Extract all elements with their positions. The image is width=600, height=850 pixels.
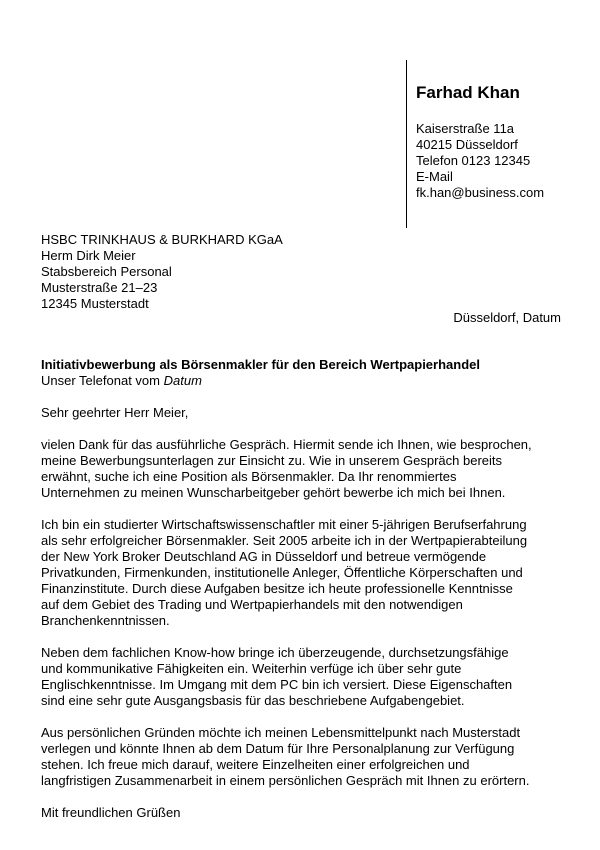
letter-closing: Mit freundlichen Grüßen [41,805,181,820]
paragraph-line: sind eine sehr gute Ausgangsbasis für das beschriebene Aufgabengebiet. [41,693,465,708]
paragraph-line: Privatkunden, Firmenkunden, institutionelle Anleger, Öffentliche Körperschaften und [41,565,523,580]
sender-email: fk.han@business.com [416,185,545,200]
letter-body [41,357,566,821]
paragraph-line: vielen Dank für das ausführliche Gespräch. Hiermit sende ich Ihnen, wie besprochen, [41,437,532,452]
paragraph-line: auf dem Gebiet des Trading und Wertpapierhandels mit den notwendigen [41,597,463,612]
body-paragraph [41,517,566,629]
paragraph-line: Aus persönlichen Gründen möchte ich meinen Lebensmittelpunkt nach Musterstadt [41,725,521,740]
recipient-company: HSBC TRINKHAUS & BURKHARD KGaA [41,232,283,247]
header-divider [406,60,407,228]
letter-salutation: Sehr geehrter Herr Meier, [41,405,189,420]
paragraph-line: und kommunikative Fähigkeiten ein. Weiterhin verfüge ich über sehr gute [41,661,462,676]
paragraph-line: der New York Broker Deutschland AG in Düsseldorf und betreue vermögende [41,549,487,564]
paragraph-line: langfristigen Zusammenarbeit in einem persönlichen Gespräch mit Ihnen zu erörtern. [41,773,530,788]
body-paragraph [41,725,566,789]
sender-name: Farhad Khan [416,83,520,102]
paragraph-line: meine Bewerbungsunterlagen zur Einsicht zu. Wie in unserem Gespräch bereits [41,453,503,468]
letter-paragraphs [41,437,566,805]
body-paragraph [41,645,566,709]
sender-city: 40215 Düsseldorf [416,137,518,152]
sender-email-label: E-Mail [416,169,453,184]
sender-block [416,82,596,201]
recipient-address [41,232,283,312]
body-paragraph [41,437,566,501]
paragraph-line: Unternehmen zu meinen Wunscharbeitgeber gehört bewerbe ich mich bei Ihnen. [41,485,506,500]
reference-date: Datum [163,373,202,388]
paragraph-line: Englischkenntnisse. Im Umgang mit dem PC bin ich versiert. Diese Eigenschaften [41,677,513,692]
recipient-city: 12345 Musterstadt [41,296,149,311]
paragraph-line: Branchenkenntnissen. [41,613,170,628]
sender-street: Kaiserstraße 11a [416,121,515,136]
paragraph-line: stehen. Ich freue mich darauf, weitere Einzelheiten einer erfolgreichen und [41,757,470,772]
letter-date: Düsseldorf, Datum [453,310,561,325]
letter-reference [41,373,566,389]
reference-prefix: Unser Telefonat vom [41,373,164,388]
sender-phone: Telefon 0123 12345 [416,153,531,168]
paragraph-line: erwähnt, suche ich eine Position als Börsenmakler. Da Ihr renommiertes [41,469,457,484]
paragraph-line: Neben dem fachlichen Know-how bringe ich überzeugende, durchsetzungsfähige [41,645,509,660]
paragraph-line: Finanzinstitute. Durch diese Aufgaben besitze ich heute professionelle Kenntnisse [41,581,513,596]
paragraph-line: als sehr erfolgreicher Börsenmakler. Seit 2005 arbeite ich in der Wertpapierabteilung [41,533,528,548]
recipient-contact: Herm Dirk Meier [41,248,136,263]
paragraph-line: Ich bin ein studierter Wirtschaftswissenschaftler mit einer 5-jährigen Berufserfahrung [41,517,527,532]
recipient-department: Stabsbereich Personal [41,264,172,279]
recipient-street: Musterstraße 21–23 [41,280,158,295]
letter-subject: Initiativbewerbung als Börsenmakler für den Bereich Wertpapierhandel [41,357,480,372]
paragraph-line: verlegen und könnte Ihnen ab dem Datum für Ihre Personalplanung zur Verfügung [41,741,515,756]
